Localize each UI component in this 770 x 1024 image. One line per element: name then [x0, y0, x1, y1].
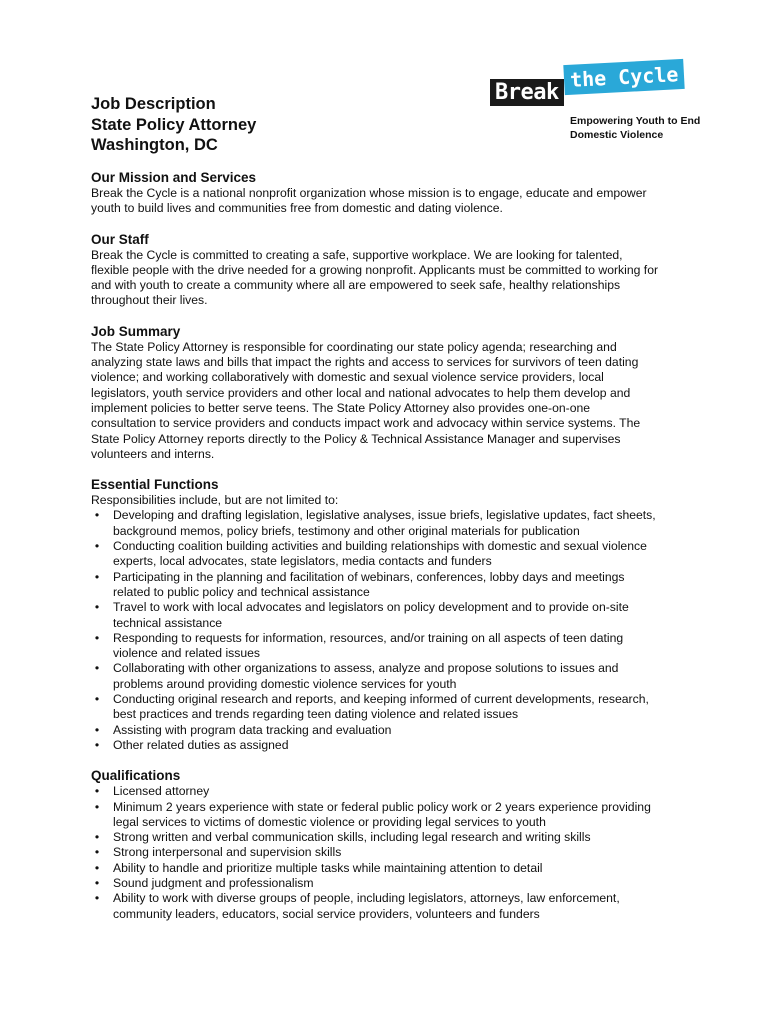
list-item [91, 723, 691, 738]
job-location: Washington, DC [91, 136, 218, 154]
text-line: flexible people with the drive needed for a growing nonprofit. Applicants must be committed to working for [91, 262, 659, 277]
list-item-text: related to public policy and technical assistance [113, 584, 370, 599]
logo-tagline-line1: Empowering Youth to End [570, 115, 701, 127]
list-item [91, 876, 691, 891]
list-item-text: Travel to work with local advocates and legislators on policy development and to provide on-site [113, 600, 629, 615]
qualifications-section [91, 768, 691, 922]
job-title: State Policy Attorney [91, 115, 257, 134]
list-item-text: Ability to work with diverse groups of people, including legislators, attorneys, law enforcement, [113, 891, 620, 906]
bullet-icon: • [94, 630, 100, 645]
staff-paragraph [91, 248, 691, 309]
list-item-text: technical assistance [113, 615, 223, 630]
list-item [91, 570, 691, 601]
list-item [91, 692, 691, 723]
list-item-text: community leaders, educators, social service providers, volunteers and funders [113, 906, 540, 921]
bullet-icon: • [94, 569, 100, 584]
list-item [91, 830, 691, 845]
logo-cycle-word: the Cycle [563, 59, 685, 95]
functions-list [91, 508, 691, 753]
list-item-text: Participating in the planning and facilitation of webinars, conferences, lobby days and meetings [113, 569, 625, 584]
bullet-icon: • [94, 799, 100, 814]
break-the-cycle-logo [490, 62, 720, 152]
text-line: The State Policy Attorney is responsible for coordinating our state policy agenda; researching and [91, 339, 617, 354]
logo-tagline-line2: Domestic Violence [570, 129, 664, 141]
section-heading: Job Summary [91, 323, 181, 339]
list-item [91, 861, 691, 876]
bullet-icon: • [94, 737, 100, 752]
mission-section [91, 170, 691, 217]
text-line: implement policies to better serve teens. The State Policy Attorney also provides one-on-one [91, 400, 591, 415]
bullet-icon: • [94, 661, 100, 676]
text-line: youth to build lives and communities free from domestic and dating violence. [91, 201, 503, 216]
bullet-icon: • [94, 692, 100, 707]
list-item-text: Strong written and verbal communication skills, including legal research and writing skills [113, 830, 591, 845]
text-line: violence; and working collaboratively with domestic and sexual violence service providers, local [91, 370, 604, 385]
list-item-text: Assisting with program data tracking and evaluation [113, 722, 392, 737]
list-item [91, 600, 691, 631]
list-item-text: Collaborating with other organizations to assess, analyze and propose solutions to issues and [113, 661, 619, 676]
list-item-text: Conducting original research and reports, and keeping informed of current developments, research, [113, 692, 649, 707]
bullet-icon: • [94, 845, 100, 860]
list-item-text: problems around providing domestic violence services for youth [113, 676, 457, 691]
staff-section [91, 232, 691, 309]
list-item-text: Ability to handle and prioritize multiple tasks while maintaining attention to detail [113, 860, 543, 875]
text-line: and with youth to create a community where all are empowered to seek safe, healthy relationships [91, 278, 621, 293]
list-item [91, 631, 691, 662]
section-heading: Our Staff [91, 231, 149, 247]
text-line: State Policy Attorney reports directly to the Policy & Technical Assistance Manager and supervises [91, 431, 621, 446]
text-line: throughout their lives. [91, 293, 208, 308]
bullet-icon: • [94, 830, 100, 845]
list-item [91, 738, 691, 753]
text-line: Break the Cycle is a national nonprofit organization whose mission is to engage, educate and empower [91, 186, 647, 200]
bullet-icon: • [94, 891, 100, 906]
list-item-text: violence and related issues [113, 646, 261, 661]
document-title: Job Description [91, 95, 216, 113]
job-summary-paragraph [91, 340, 691, 462]
text-line: Break the Cycle is committed to creating a safe, supportive workplace. We are looking for talented, [91, 247, 623, 262]
section-heading: Our Mission and Services [91, 170, 257, 185]
document-body [91, 170, 691, 922]
list-item-text: background memos, policy briefs, testimony and other original materials for publication [113, 523, 580, 538]
bullet-icon: • [94, 722, 100, 737]
list-item-text: Conducting coalition building activities and building relationships with domestic and sexual violence [113, 539, 647, 554]
mission-paragraph [91, 186, 691, 217]
text-line: consultation to service providers and conducts impact work and advocacy within service systems. The [91, 416, 641, 431]
bullet-icon: • [94, 539, 100, 554]
list-item-text: experts, local advocates, state legislators, media contacts and funders [113, 554, 492, 569]
list-item [91, 508, 691, 539]
list-item-text: best practices and trends regarding teen dating violence and related issues [113, 707, 519, 722]
list-item-text: Responding to requests for information, resources, and/or training on all aspects of teen dating [113, 630, 624, 645]
essential-functions-section [91, 477, 691, 753]
bullet-icon: • [94, 784, 100, 799]
list-item [91, 800, 691, 831]
document-title-block [91, 94, 256, 156]
bullet-icon: • [94, 875, 100, 890]
job-summary-section [91, 324, 691, 462]
logo-tagline [570, 114, 700, 142]
list-item [91, 845, 691, 860]
list-item [91, 661, 691, 692]
list-item [91, 784, 691, 799]
bullet-icon: • [94, 600, 100, 615]
list-item-text: Licensed attorney [113, 784, 210, 799]
list-item [91, 539, 691, 570]
list-item-text: Developing and drafting legislation, legislative analyses, issue briefs, legislative updates, fact sheets, [113, 508, 656, 523]
logo-break-word: Break [490, 79, 564, 106]
qualifications-list [91, 784, 691, 922]
section-heading: Essential Functions [91, 477, 219, 493]
text-line: legislators, youth service providers and other local and national advocates to help them develop and [91, 385, 631, 400]
list-item-text: Sound judgment and professionalism [113, 875, 314, 890]
list-item-text: Strong interpersonal and supervision skills [113, 845, 342, 860]
list-item-text: Minimum 2 years experience with state or federal public policy work or 2 years experience providing [113, 799, 651, 814]
list-item-text: legal services to victims of domestic violence or providing legal services to youth [113, 814, 546, 829]
section-heading: Qualifications [91, 768, 181, 784]
functions-intro: Responsibilities include, but are not limited to: [91, 493, 339, 508]
text-line: volunteers and interns. [91, 446, 215, 461]
bullet-icon: • [94, 508, 100, 523]
list-item [91, 891, 691, 922]
text-line: analyzing state laws and bills that impact the rights and access to services for survivors of teen dating [91, 355, 639, 370]
bullet-icon: • [94, 860, 100, 875]
list-item-text: Other related duties as assigned [113, 737, 289, 752]
